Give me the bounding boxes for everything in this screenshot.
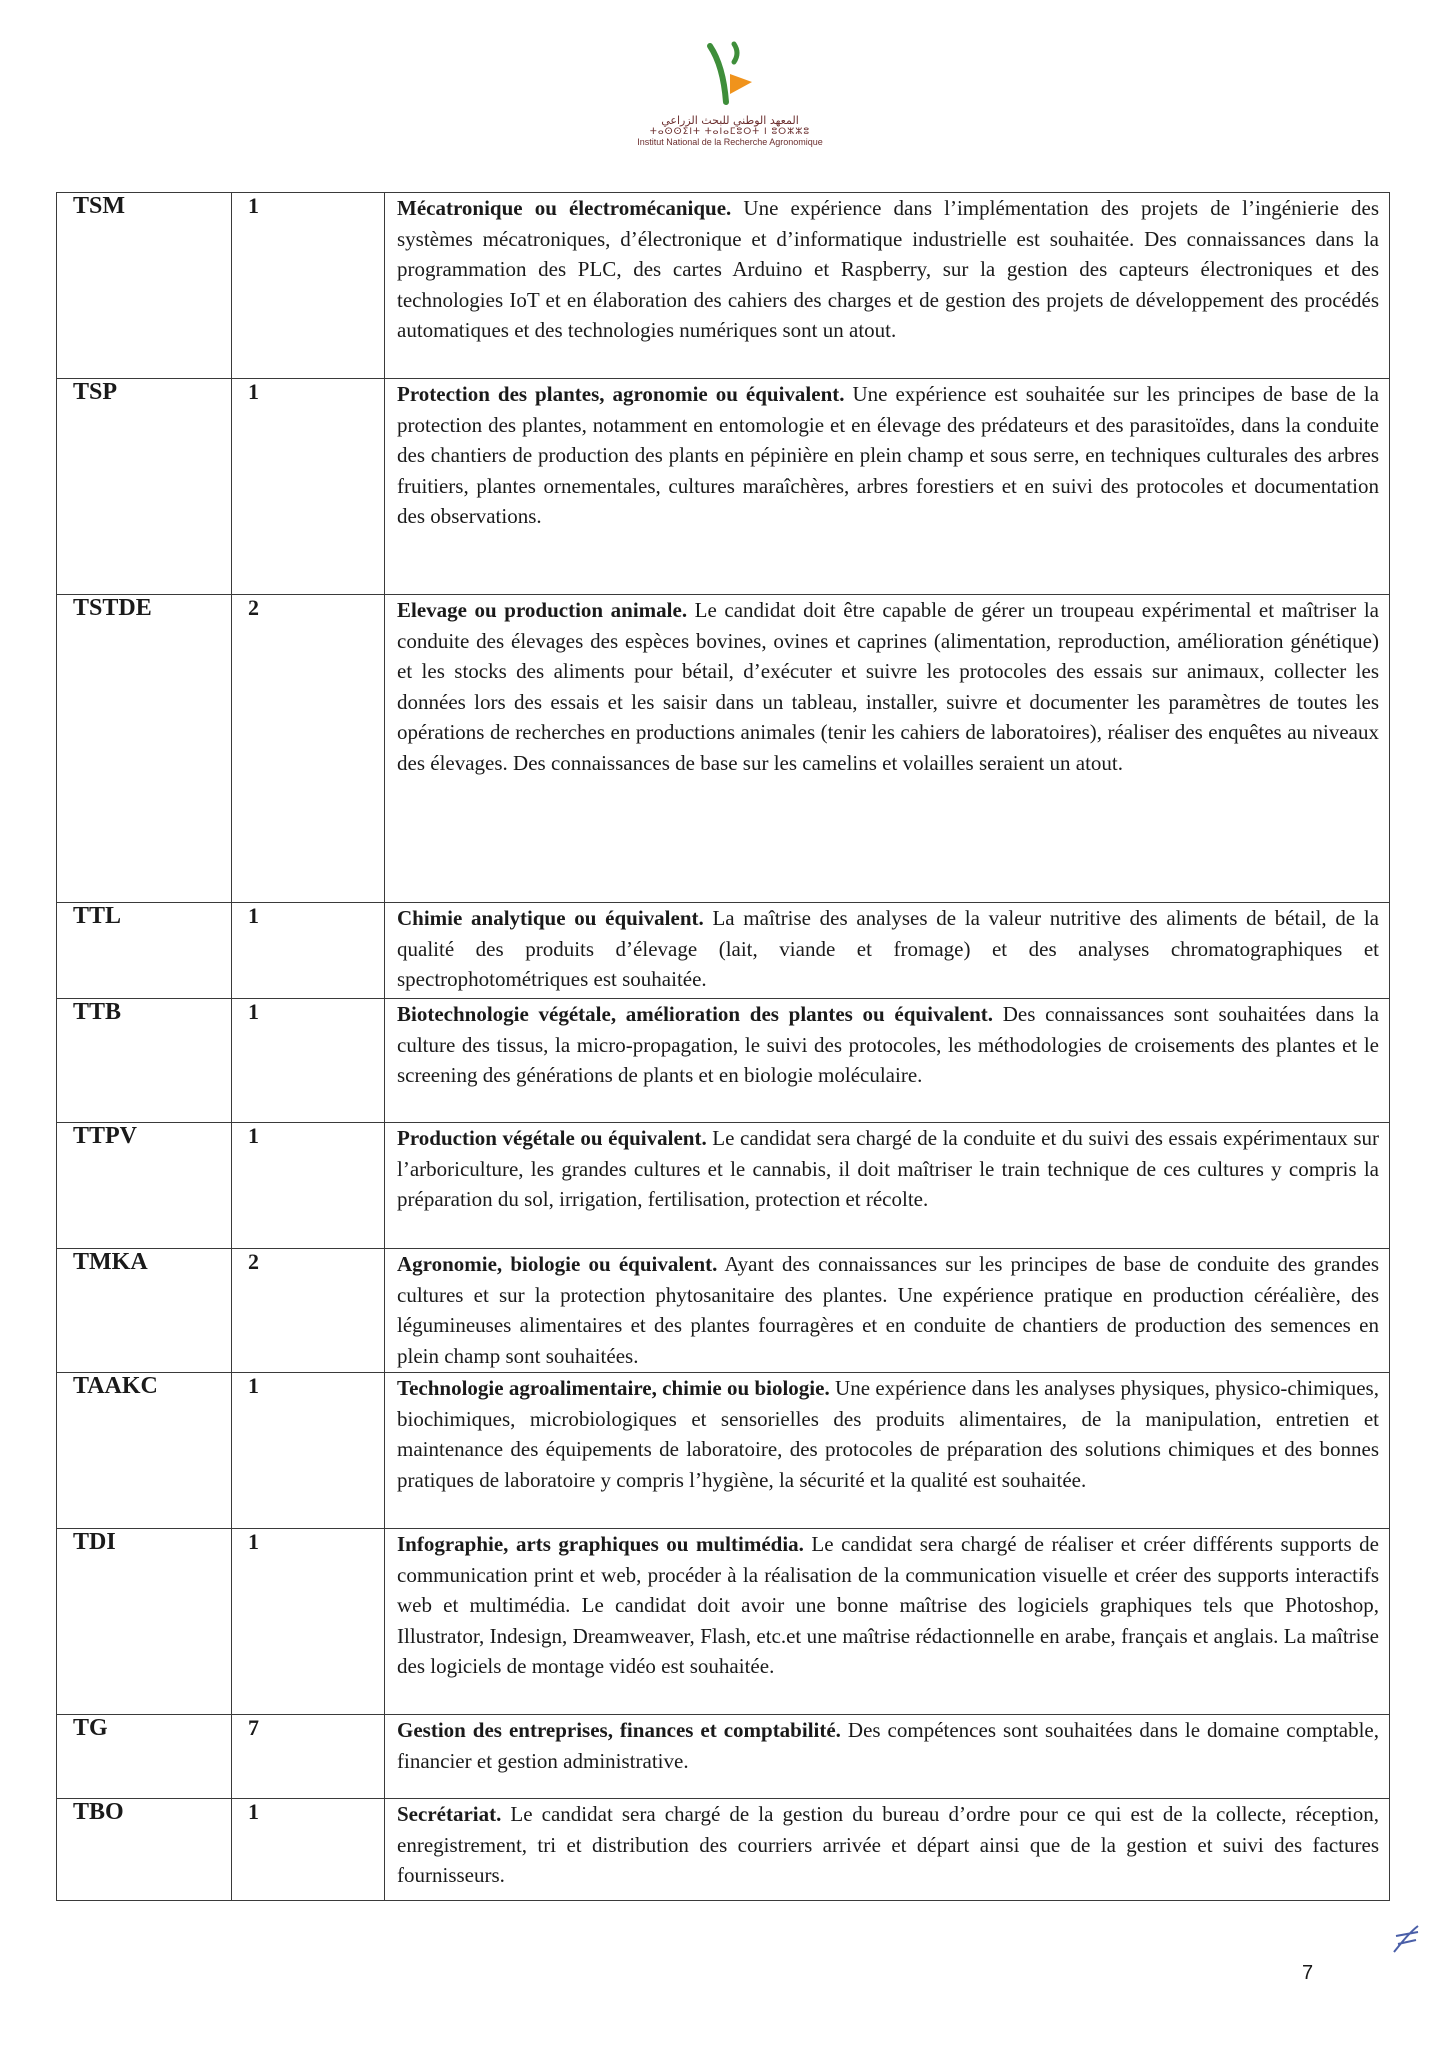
position-count: 1 <box>232 903 385 999</box>
position-title: Chimie analytique ou équivalent. <box>397 906 704 930</box>
position-title: Mécatronique ou électromécanique. <box>397 196 732 220</box>
position-title: Gestion des entreprises, finances et comptabilité. <box>397 1718 841 1742</box>
table-row <box>57 1715 1390 1799</box>
table-row <box>57 1249 1390 1373</box>
position-count: 7 <box>232 1715 385 1799</box>
position-code: TG <box>57 1715 232 1799</box>
position-code: TTB <box>57 999 232 1123</box>
logo-emblem-icon <box>700 38 760 110</box>
table-row <box>57 999 1390 1123</box>
position-title: Infographie, arts graphiques ou multimédia. <box>397 1532 804 1556</box>
position-text: Le candidat sera chargé de réaliser et créer différents supports de communication print et web, procéder à la réalisation de la communication visuelle et créer des supports interactifs web et multimédia. Le candidat doit avoir une bonne maîtrise des logiciels graphiques tels que Photoshop, Illustrator, Indesign, Dreamweaver, Flash, etc.et une maîtrise rédactionnelle en arabe, français et anglais. La maîtrise des logiciels de montage vidéo est souhaitée. <box>397 1532 1379 1678</box>
position-title: Elevage ou production animale. <box>397 598 688 622</box>
position-description <box>385 903 1390 999</box>
position-code: TBO <box>57 1799 232 1901</box>
table-row <box>57 1799 1390 1901</box>
position-code: TSM <box>57 193 232 379</box>
position-text: Des compétences sont souhaitées dans le domaine comptable, financier et gestion administrative. <box>397 1718 1379 1773</box>
position-code: TDI <box>57 1529 232 1715</box>
position-text: La maîtrise des analyses de la valeur nutritive des aliments de bétail, de la qualité des produits d’élevage (lait, viande et fromage) et des analyses chromatographiques et spectrophotométriques est souhaitée. <box>397 906 1379 991</box>
position-description <box>385 1529 1390 1715</box>
logo-arabic-text: المعهد الوطني للبحث الزراعي <box>661 114 799 127</box>
position-title: Protection des plantes, agronomie ou équivalent. <box>397 382 845 406</box>
position-description <box>385 1249 1390 1373</box>
position-code: TAAKC <box>57 1373 232 1529</box>
position-count: 1 <box>232 1529 385 1715</box>
position-text: Une expérience dans l’implémentation des projets de l’ingénierie des systèmes mécatroniques, d’électronique et d’informatique industrielle est souhaitée. Des connaissances dans la programmation des PLC, des cartes Arduino et Raspberry, sur la gestion des capteurs électroniques et des technologies IoT et en élaboration des cahiers des charges et de gestion des projets de développement des procédés automatiques et des technologies numériques sont un atout. <box>397 196 1380 342</box>
position-text: Ayant des connaissances sur les principes de base de conduite des grandes cultures et sur la protection phytosanitaire des plantes. Une expérience pratique en production céréalière, des légumineuses alimentaires et des plantes fourragères et en conduite de chantiers de production des semences en plein champ sont souhaitées. <box>397 1252 1379 1368</box>
position-title: Production végétale ou équivalent. <box>397 1126 707 1150</box>
position-description <box>385 193 1390 379</box>
position-count: 1 <box>232 999 385 1123</box>
position-count: 1 <box>232 1123 385 1249</box>
initials-mark <box>1388 1922 1424 1963</box>
position-description <box>385 1715 1390 1799</box>
table-row <box>57 193 1390 379</box>
position-count: 1 <box>232 193 385 379</box>
position-code: TSP <box>57 379 232 595</box>
position-description <box>385 595 1390 903</box>
position-text: Une expérience dans les analyses physiques, physico-chimiques, biochimiques, microbiologiques et sensorielles des produits alimentaires, de la manipulation, entretien et maintenance des équipements de laboratoire, des protocoles de préparation des solutions chimiques et des bonnes pratiques de laboratoire y compris l’hygiène, la sécurité et la qualité est souhaitée. <box>397 1376 1379 1492</box>
logo-french-text: Institut National de la Recherche Agronomique <box>637 137 823 147</box>
position-title: Technologie agroalimentaire, chimie ou biologie. <box>397 1376 830 1400</box>
position-code: TSTDE <box>57 595 232 903</box>
position-text: Le candidat doit être capable de gérer un troupeau expérimental et maîtriser la conduite des élevages des espèces bovines, ovines et caprines (alimentation, reproduction, amélioration génétique) et les stocks des aliments pour bétail, d’exécuter et suivre les protocoles des essais sur animaux, collecter les données lors des essais et les saisir dans un tableau, installer, suivre et documenter les paramètres de toutes les opérations de recherches en productions animales (tenir les cahiers de laboratoires), réaliser des enquêtes au niveaux des élevages. Des connaissances de base sur les camelins et volailles seraient un atout. <box>397 598 1379 775</box>
institute-logo <box>630 38 830 147</box>
position-count: 1 <box>232 1799 385 1901</box>
position-code: TMKA <box>57 1249 232 1373</box>
position-text: Des connaissances sont souhaitées dans la culture des tissus, la micro-propagation, le suivi des protocoles, les méthodologies de croisements des plantes et le screening des générations de plants et en biologie moléculaire. <box>397 1002 1380 1087</box>
positions-table <box>56 192 1390 1901</box>
position-count: 1 <box>232 379 385 595</box>
table-row <box>57 1529 1390 1715</box>
position-description <box>385 999 1390 1123</box>
position-text: Le candidat sera chargé de la conduite et du suivi des essais expérimentaux sur l’arboriculture, les grandes cultures et le cannabis, il doit maîtriser le train technique de ces cultures y compris la préparation du sol, irrigation, fertilisation, protection et récolte. <box>397 1126 1379 1211</box>
logo-tifinagh-text: ⵜⴰⵙⵙⵉⵏⵜ ⵜⴰⵏⴰⵎⵓⵔⵜ ⵏ ⵓⵔⵣⵣⵓ <box>649 127 811 137</box>
table-row <box>57 595 1390 903</box>
position-description <box>385 1799 1390 1901</box>
position-title: Secrétariat. <box>397 1802 502 1826</box>
position-description <box>385 1373 1390 1529</box>
page-number: 7 <box>1302 1962 1314 1984</box>
table-row <box>57 1373 1390 1529</box>
position-count: 1 <box>232 1373 385 1529</box>
position-code: TTL <box>57 903 232 999</box>
position-code: TTPV <box>57 1123 232 1249</box>
position-count: 2 <box>232 1249 385 1373</box>
table-row <box>57 379 1390 595</box>
table-row <box>57 903 1390 999</box>
table-row <box>57 1123 1390 1249</box>
position-count: 2 <box>232 595 385 903</box>
position-text: Le candidat sera chargé de la gestion du bureau d’ordre pour ce qui est de la collecte, réception, enregistrement, tri et distribution des courriers arrivée et départ ainsi que de la gestion et suivi des factures fournisseurs. <box>397 1802 1379 1887</box>
position-title: Biotechnologie végétale, amélioration des plantes ou équivalent. <box>397 1002 994 1026</box>
position-text: Une expérience est souhaitée sur les principes de base de la protection des plantes, notamment en entomologie et en élevage des prédateurs et des parasitoïdes, dans la conduite des chantiers de production des plants en pépinière en plein champ et sous serre, en techniques culturales des arbres fruitiers, plantes ornementales, cultures maraîchères, arbres forestiers et en suivi des protocoles et documentation des observations. <box>397 382 1379 528</box>
position-description <box>385 1123 1390 1249</box>
position-description <box>385 379 1390 595</box>
position-title: Agronomie, biologie ou équivalent. <box>397 1252 718 1276</box>
